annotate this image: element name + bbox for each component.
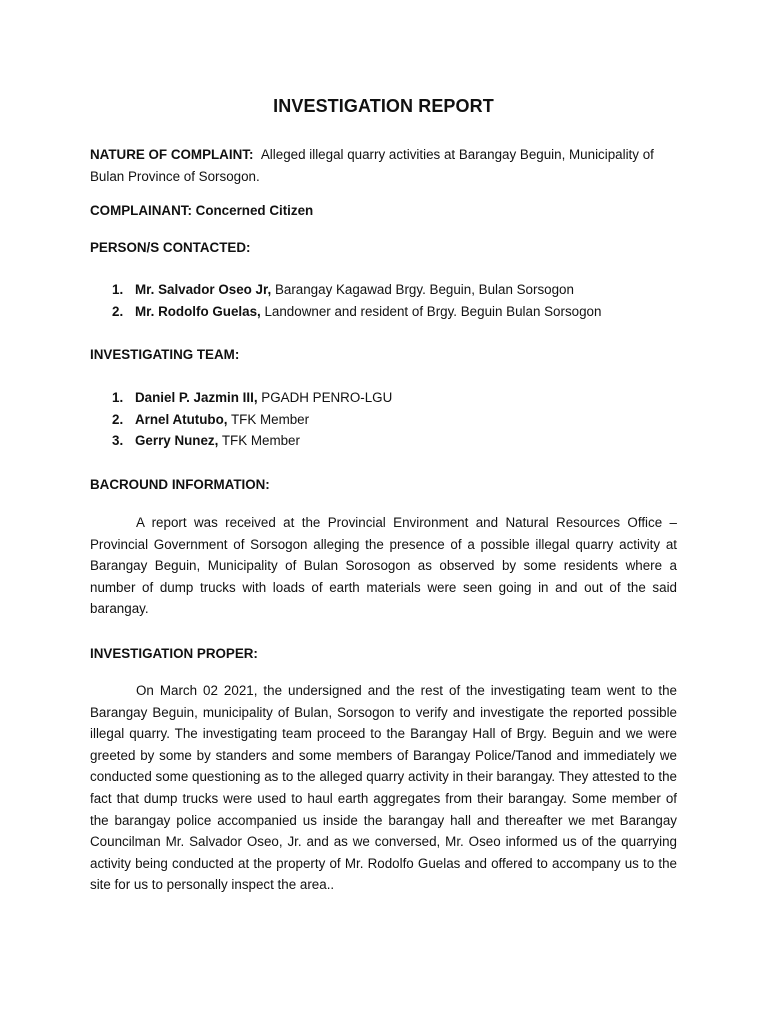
complainant-text: Concerned Citizen xyxy=(195,203,314,218)
list-number: 1. xyxy=(112,390,124,405)
list-number: 3. xyxy=(112,433,124,449)
investigating-team-heading: INVESTIGATING TEAM: xyxy=(90,347,240,362)
investigation-proper-heading: INVESTIGATION PROPER: xyxy=(90,646,258,661)
member-name: Gerry Nunez, xyxy=(135,433,219,449)
list-number: 2. xyxy=(112,411,124,427)
member-name: Daniel P. Jazmin III, xyxy=(135,390,258,405)
background-section xyxy=(90,512,677,620)
nature-text: Alleged illegal quarry activities at Barangay Beguin, Municipality of Bulan Province of Sorsogon. xyxy=(90,147,654,184)
investigating-team-list xyxy=(90,387,677,452)
complainant xyxy=(90,200,677,222)
member-desc: TFK Member xyxy=(221,433,300,449)
list-item xyxy=(90,301,677,323)
list-number: 1. xyxy=(112,282,124,297)
member-desc: TFK Member xyxy=(230,411,310,427)
document-title: INVESTIGATION REPORT xyxy=(273,96,494,116)
list-item xyxy=(90,409,677,431)
member-desc: PGADH PENRO-LGU xyxy=(261,390,393,405)
background-paragraph: A report was received at the Provincial Environment and Natural Resources Office – Provincial Government of Sorsogon alleging the presence of a possible illegal quarry activity at Barangay Beguin, Municipality of Bulan Sorosogon as observed by some residents where a number of dump trucks with loads of earth materials were seen going in and out of the said barangay. xyxy=(90,515,677,617)
persons-contacted-heading: PERSON/S CONTACTED: xyxy=(90,240,251,255)
person-desc: Landowner and resident of Brgy. Beguin Bulan Sorsogon xyxy=(264,303,602,319)
investigation-proper-section xyxy=(90,680,677,896)
person-name: Mr. Salvador Oseo Jr, xyxy=(135,282,272,297)
nature-of-complaint xyxy=(90,144,677,187)
person-name: Mr. Rodolfo Guelas, xyxy=(135,303,261,319)
investigation-proper-paragraph: On March 02 2021, the undersigned and the rest of the investigating team went to the Barangay Beguin, municipality of Bulan, Sorsogon to verify and investigate the reported possible illegal quarry. The investigating team proceed to the Barangay Hall of Brgy. Beguin and we were greeted by some by standers and some members of Barangay Police/Tanod and immediately we conducted some questioning as to the alleged quarry activity in their barangay. They attested to the fact that dump trucks were used to haul earth aggregates from their barangay. Some member of the barangay police accompanied us inside the barangay hall and thereafter we met Barangay Councilman Mr. Salvador Oseo, Jr. and as we conversed, Mr. Oseo informed us of the quarrying activity being conducted at the property of Mr. Rodolfo Guelas and offered to accompany us to the site for us to personally inspect the area.. xyxy=(90,683,677,893)
nature-label: NATURE OF COMPLAINT: xyxy=(90,147,254,162)
list-item xyxy=(90,279,677,301)
list-number: 2. xyxy=(112,303,124,319)
persons-contacted-list xyxy=(90,279,677,322)
person-desc: Barangay Kagawad Brgy. Beguin, Bulan Sorsogon xyxy=(274,282,574,297)
background-heading: BACROUND INFORMATION: xyxy=(90,477,270,492)
member-name: Arnel Atutubo, xyxy=(135,411,228,427)
list-item xyxy=(90,387,677,409)
list-item xyxy=(90,430,677,452)
complainant-label: COMPLAINANT: xyxy=(90,203,192,218)
